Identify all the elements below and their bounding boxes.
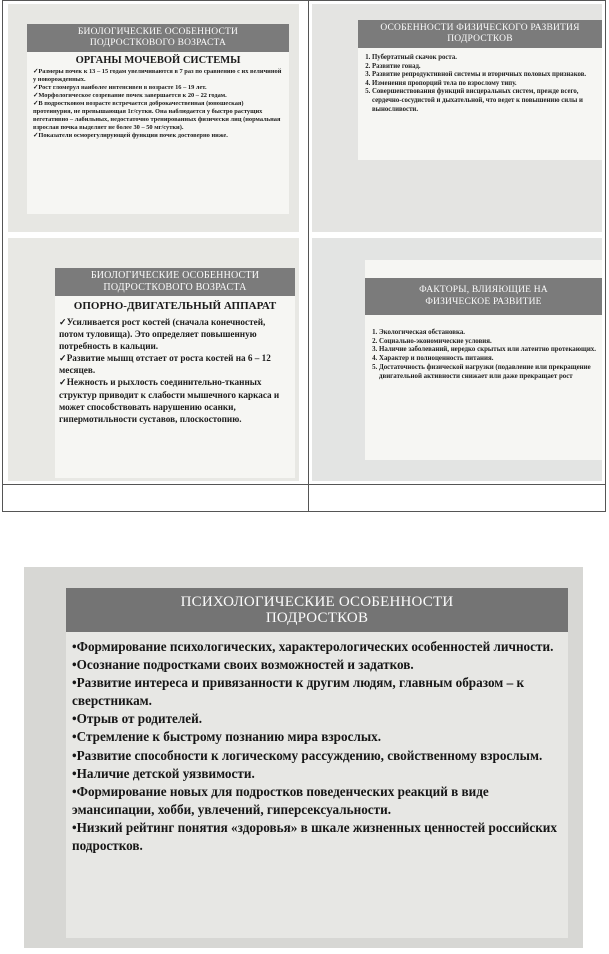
- banner-line: ФИЗИЧЕСКОЕ РАЗВИТИЕ: [425, 296, 542, 307]
- slide-body: [66, 632, 568, 855]
- slide-banner: [55, 268, 295, 296]
- list-item: ✓Нежность и рыхлость соединительно-тканных структур приводит к слабости мышечного каркаса и может способствовать нарушению осанки, гипермотильности суставов, плоскостопию.: [59, 377, 280, 424]
- slide-psychological: [66, 588, 568, 938]
- banner-line: ПОДРОСТКОВОГО ВОЗРАСТА: [89, 38, 227, 48]
- slide-subtitle: ОРГАНЫ МОЧЕВОЙ СИСТЕМЫ: [75, 55, 241, 66]
- banner-line: ПОДРОСТКОВ: [447, 34, 513, 44]
- list-item: 5. Достаточность физической нагрузки (подавление или прекращение двигательной активности снижает или даже прекращает рост: [379, 364, 598, 381]
- list-item: •Отрыв от родителей.: [72, 711, 203, 727]
- banner-line: БИОЛОГИЧЕСКИЕ ОСОБЕННОСТИ: [77, 27, 239, 37]
- list-item: 4. Изменения пропорций тела по взрослому типу.: [372, 80, 596, 89]
- slide-banner: [27, 24, 289, 52]
- list-item: 2. Развитие гонад.: [372, 63, 596, 72]
- slide-body: [55, 316, 295, 425]
- slide-banner: [365, 278, 602, 315]
- list-item: 3. Наличие заболеваний, нередко скрытых или латентно протекающих.: [379, 346, 598, 355]
- list-item: •Наличие детской уязвимости.: [72, 765, 255, 781]
- list-item: ✓Морфологическое созревание почек завершается к 20 – 22 годам.: [33, 92, 227, 99]
- list-item: 3. Развитие репродуктивной системы и вторичных половых признаков.: [372, 71, 596, 80]
- list-item: ✓Рост гломерул наиболее интенсивен в возрасте 16 – 19 лет.: [33, 84, 207, 91]
- slide-development-factors: [365, 260, 602, 460]
- list-item: ✓В подростковом возрасте встречается доброкачественная (юношеская) протеинурия, не превышающая 1г/сутки. Она наблюдается у быстро растущих вегетативно – лабильных, недостаточно тренированных физически лиц (нормальная взрослая почка выделяет не более 30 – 50 мг/сутки).: [33, 100, 281, 131]
- list-item: •Низкий рейтинг понятия «здоровья» в шкале жизненных ценностей российских подростков.: [72, 819, 557, 854]
- banner-line: ПОДРОСТКОВ: [265, 610, 369, 626]
- list-item: 4. Характер и полноценность питания.: [379, 355, 598, 364]
- banner-line: ФАКТОРЫ, ВЛИЯЮЩИЕ НА: [419, 285, 548, 295]
- list-item: •Формирование новых для подростков поведенческих реакций в виде эмансипации, хобби, увлечений, гиперсексуальности.: [72, 783, 489, 817]
- grid-divider-vertical: [308, 1, 309, 511]
- slide-banner: [358, 20, 602, 48]
- list-item: ✓Развитие мышц отстает от роста костей на 6 – 12 месяцев.: [59, 353, 271, 376]
- numbered-list: [358, 54, 602, 114]
- list-item: •Развитие интереса и привязанности к другим людям, главным образом – к сверстникам.: [72, 675, 525, 709]
- list-item: •Формирование психологических, характерологических особенностей личности.: [72, 639, 554, 654]
- banner-line: ПСИХОЛОГИЧЕСКИЕ ОСОБЕННОСТИ: [180, 594, 454, 610]
- banner-line: ОСОБЕННОСТИ ФИЗИЧЕСКОГО РАЗВИТИЯ: [380, 23, 580, 33]
- slide-body: [27, 68, 289, 140]
- list-item: 1. Экологическая обстановка.: [379, 329, 598, 338]
- slide-urinary-system: [27, 24, 289, 214]
- slide-subtitle: ОПОРНО-ДВИГАТЕЛЬНЫЙ АППАРАТ: [73, 300, 277, 312]
- list-item: ✓Усиливается рост костей (сначала конечностей, потом туловища). Это определяет повышенную потребность в кальции.: [59, 317, 266, 352]
- slide-musculoskeletal: [55, 268, 295, 478]
- list-item: •Осознание подростками своих возможностей и задатков.: [72, 657, 414, 673]
- banner-line: БИОЛОГИЧЕСКИЕ ОСОБЕННОСТИ: [90, 270, 260, 281]
- grid-divider-horizontal: [3, 484, 605, 485]
- numbered-list: [365, 329, 602, 381]
- list-item: •Развитие способности к логическому рассуждению, свойственному взрослым.: [72, 747, 543, 763]
- banner-line: ПОДРОСТКОВОГО ВОЗРАСТА: [103, 282, 247, 293]
- slide-banner: [66, 588, 568, 632]
- slide-physical-development: [358, 20, 602, 160]
- list-item: 1. Пубертатный скачок роста.: [372, 54, 596, 63]
- list-item: 5. Совершенствования функций висцеральных систем, прежде всего, сердечно-сосудистой и дыхательной, что ведет к повышению силы и выносливости.: [372, 88, 596, 114]
- list-item: ✓Размеры почек к 13 – 15 годам увеличиваются в 7 раз по сравнению с их величиной у новорожденных.: [33, 68, 282, 83]
- list-item: •Стремление к быстрому познанию мира взрослых.: [72, 729, 382, 745]
- list-item: 2. Социально-экономические условия.: [379, 338, 598, 347]
- list-item: ✓Показатели осморегулирующей функции почек достоверно ниже.: [33, 132, 228, 139]
